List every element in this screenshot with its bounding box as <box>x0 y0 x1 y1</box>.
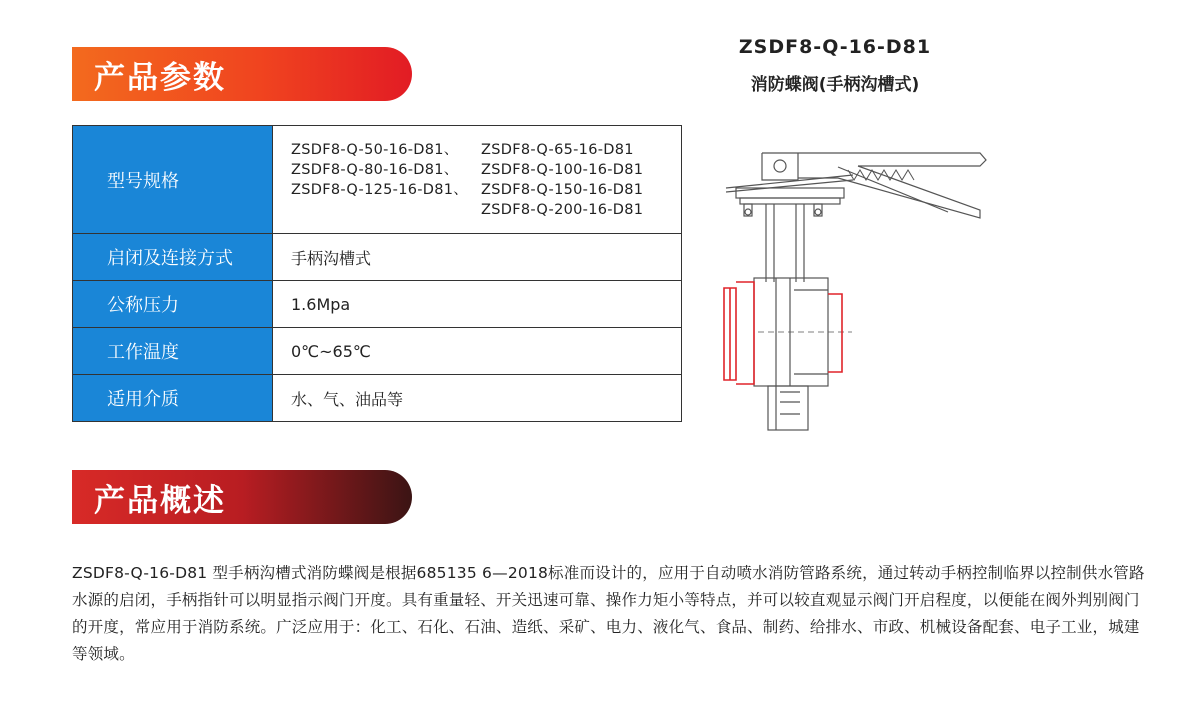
spec-value: 1.6Mpa <box>273 281 682 328</box>
spec-key: 启闭及连接方式 <box>73 234 273 281</box>
spec-key: 型号规格 <box>73 126 273 234</box>
spec-row-models <box>73 126 682 234</box>
spec-value: 手柄沟槽式 <box>273 234 682 281</box>
params-section-title: 产品参数 <box>94 59 226 96</box>
spec-row <box>73 328 682 375</box>
model-item: ZSDF8-Q-200-16-D81 <box>481 201 644 218</box>
spec-row <box>73 375 682 422</box>
spec-value: 水、气、油品等 <box>273 375 682 422</box>
product-model-code: ZSDF8-Q-16-D81 <box>738 36 932 58</box>
spec-key: 工作温度 <box>73 328 273 375</box>
spec-key: 公称压力 <box>73 281 273 328</box>
model-item: ZSDF8-Q-50-16-D81、 <box>291 141 459 158</box>
overview-section-banner <box>72 470 412 524</box>
model-item: ZSDF8-Q-125-16-D81、 <box>291 181 469 198</box>
spec-key: 适用介质 <box>73 375 273 422</box>
spec-row <box>73 281 682 328</box>
model-item: ZSDF8-Q-100-16-D81 <box>481 161 644 178</box>
spec-value-models <box>273 126 682 234</box>
model-item: ZSDF8-Q-80-16-D81、 <box>291 161 459 178</box>
butterfly-valve-drawing <box>718 140 1008 440</box>
spec-value: 0℃~65℃ <box>273 328 682 375</box>
spec-table <box>72 125 682 422</box>
product-name: 消防蝶阀(手柄沟槽式) <box>750 75 920 95</box>
overview-paragraph: ZSDF8-Q-16-D81 型手柄沟槽式消防蝶阀是根据685135 6—2018标准而设计的，应用于自动喷水消防管路系统，通过转动手柄控制临界以控制供水管路水源的启闭，手柄指针可以明显指示阀门开度。具有重量轻、开关迅速可靠、操作力矩小等特点，并可以较直观显示阀门开启程度，以便能在阀外判别阀门的开度，常应用于消防系统。广泛应用于：化工、石化、石油、造纸、采矿、电力、液化气、食品、制药、给排水、市政、机械设备配套、电子工业，城建等领域。 <box>72 564 1145 663</box>
model-item: ZSDF8-Q-150-16-D81 <box>481 181 644 198</box>
model-item: ZSDF8-Q-65-16-D81 <box>481 141 634 158</box>
params-section-banner <box>72 47 412 101</box>
spec-row <box>73 234 682 281</box>
overview-section-title: 产品概述 <box>94 482 226 519</box>
models-list <box>291 140 681 220</box>
